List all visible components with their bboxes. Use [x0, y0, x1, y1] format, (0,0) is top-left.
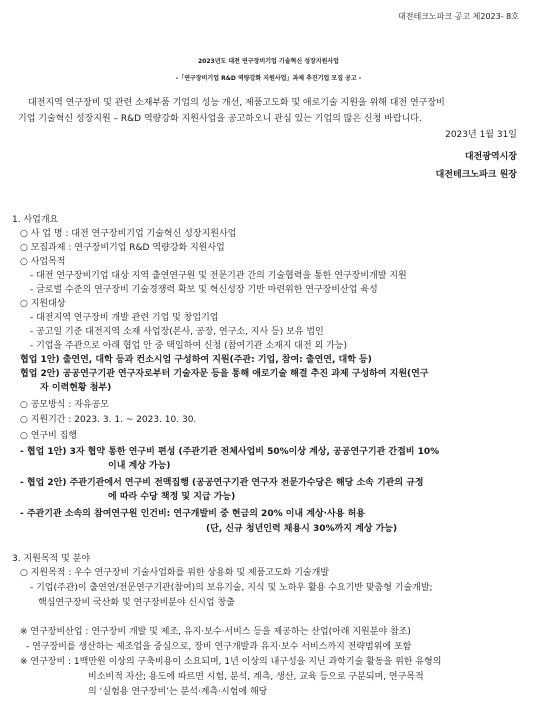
- collab-option-1: 협업 1안) 출연연, 대학 등과 컨소시엄 구성하여 지원(주관: 기업, 참여: 출연연, 대학 등): [20, 355, 372, 365]
- intro-line-2: 기업 기술혁신 성장지원 – R&D 역량강화 지원사업을 공고하오니 관심 있는 기업의 많은 신청 바랍니다.: [18, 114, 422, 124]
- note-equipment-industry-detail: - 연구장비를 생산하는 제조업을 중심으로, 장비 연구개발과 유지·보수 서비스까지 전략범위에 포함: [26, 642, 412, 652]
- issuer-mayor: 대전광역시장: [464, 152, 517, 162]
- budget-item-1: - 협업 1안) 3자 협약 통한 연구비 편성 (주관기관 전체사업비 50%이상 계상, 공공연구기관 간접비 10%: [20, 447, 440, 457]
- method-item: ○ 공모방식 : 자유공모: [20, 400, 110, 410]
- section-3-heading: 3. 지원목적 및 분야: [12, 554, 91, 564]
- section-1-heading: 1. 사업개요: [12, 215, 59, 225]
- target-heading: ○ 지원대상: [20, 299, 66, 309]
- target-item-3: - 기업을 주관으로 아래 협업 안 중 택일하여 신청 (참여기관 소재지 대전 외 가능): [30, 341, 347, 351]
- collab-option-2: 협업 2안) 공공연구기관 연구자로부터 기술자문 등을 통해 애로기술 해결 추진 과제 구성하여 지원(연구: [20, 369, 429, 379]
- notice-date: 2023년 1월 31일: [445, 130, 517, 140]
- goal-item: ○ 지원목적 : 우수 연구장비 기술사업화를 위한 상용화 및 제품고도화 기술개발: [20, 568, 330, 578]
- budget-heading: ○ 연구비 집행: [20, 431, 78, 441]
- goal-detail-1: - 기업(주관)이 출연연/전문연구기관(참여)의 보유기술, 지식 및 노하우 활용 수요기반 맞춤형 기술개발;: [30, 583, 433, 593]
- intro-line-1: 대전지역 연구장비 및 관련 소재부품 기업의 성능 개선, 제품고도화 및 애로기술 지원을 위해 대전 연구장비: [28, 98, 445, 108]
- purpose-heading: ○ 사업목적: [20, 257, 66, 267]
- purpose-item-1: - 대전 연구장비기업 대상 지역 출연연구원 및 전문기관 간의 기술협력을 통한 연구장비개발 지원: [30, 271, 407, 281]
- project-name-item: ○ 사 업 명 : 대전 연구장비기업 기술혁신 성장지원사업: [20, 229, 237, 239]
- note-equipment-definition-cont-2: 의 ‘실험용 연구장비’는 분석·계측·시험에 해당: [88, 687, 268, 697]
- target-item-2: - 공고일 기준 대전지역 소재 사업장(본사, 공장, 연구소, 지사 등) 보유 법인: [30, 327, 324, 337]
- target-item-1: - 대전지역 연구장비 개발 관련 기업 및 창업기업: [30, 313, 219, 323]
- budget-item-3: - 주관기관 소속의 참여연구원 인건비: 연구개발비 중 현금의 20% 이내 계상·사용 허용: [20, 509, 365, 519]
- purpose-item-2: - 글로벌 수준의 연구장비 기술경쟁력 확보 및 혁신성장 기반 마련위한 연구장비산업 육성: [30, 285, 378, 295]
- goal-detail-1-cont: 핵심연구장비 국산화 및 연구장비분야 신시업 창출: [38, 598, 235, 608]
- period-item: ○ 지원기간 : 2023. 3. 1. ~ 2023. 10. 30.: [20, 415, 197, 425]
- recruit-task-item: ○ 모집과제 : 연구장비기업 R&D 역량강화 지원사업: [20, 243, 225, 253]
- issuer-technopark: 대전테크노파크 원장: [435, 170, 517, 180]
- notice-title: 2023년도 대전 연구장비기업 기술혁신 성장지원사업: [198, 58, 339, 65]
- budget-item-1-cont: 이내 계상 가능): [108, 461, 171, 471]
- notice-subtitle: -「연구장비기업 R&D 역량강화 지원사업」과제 추진기업 모집 공고 -: [175, 75, 362, 82]
- note-equipment-definition: ※ 연구장비 : 1백만원 이상의 구축비용이 소요되며, 1년 이상의 내구성을 지닌 과학기술 활동을 위한 유형의: [20, 657, 442, 667]
- notice-reference-number: 대전테크노파크 공고 제2023- 8호: [398, 12, 519, 21]
- collab-option-2-cont: 자 이력현황 첨부): [40, 383, 112, 393]
- budget-item-3-cont: (단, 신규 청년인력 채용시 30%까지 계상 가능): [206, 524, 398, 534]
- budget-item-2-cont: 에 따라 수당 책정 및 지급 가능): [108, 492, 236, 502]
- budget-item-2: - 협업 2안) 주관기관에서 연구비 전액집행 (공공연구기관 연구자 전문가수당은 해당 소속 기관의 규정: [20, 478, 424, 488]
- note-equipment-definition-cont-1: 비소비적 자산; 용도에 따르면 시험, 분석, 계측, 생산, 교육 등으로 구분되며, 연구목적: [88, 672, 424, 682]
- note-equipment-industry: ※ 연구장비산업 : 연구장비 개발 및 제조, 유지·보수·서비스 등을 제공하는 산업(아래 지원분야 참조): [20, 627, 411, 637]
